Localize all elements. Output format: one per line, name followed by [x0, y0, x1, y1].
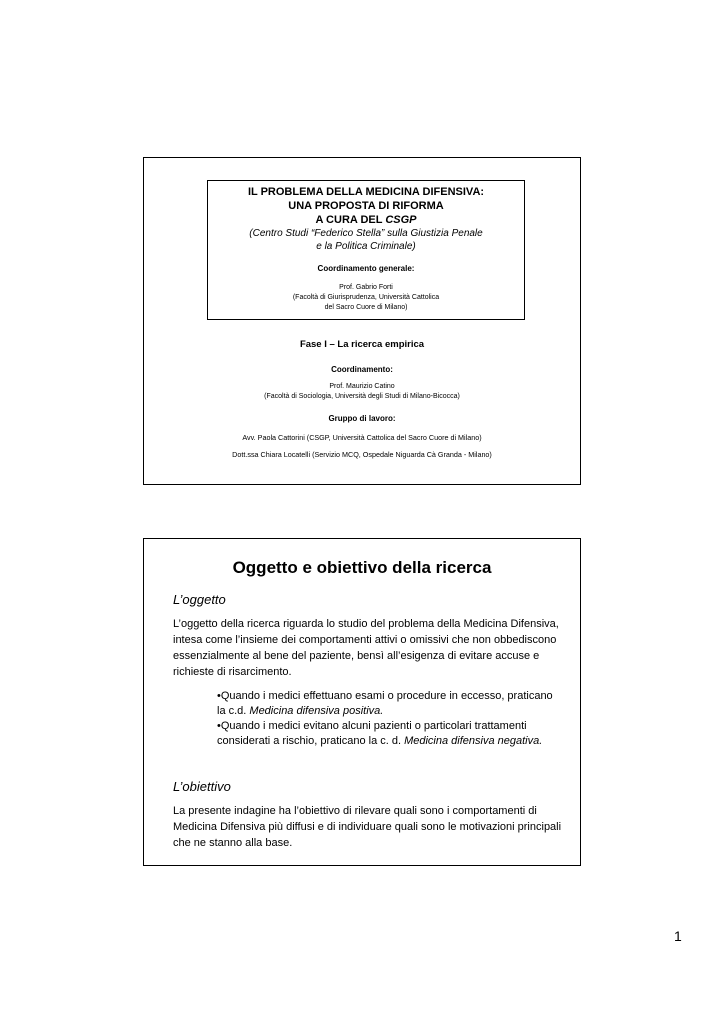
obiettivo-paragraph: La presente indagine ha l’obiettivo di rilevare quali sono i comportamenti di Medicina Difensiva più diffusi e di individuare quali sono le motivazioni principali che ne stanno alla base.	[173, 805, 562, 849]
oggetto-paragraph: L’oggetto della ricerca riguarda lo studio del problema della Medicina Difensiva, intesa come l’insieme dei comportamenti attivi o omissivi che non obbediscono essenzialmente al bene del paziente, bensì all’esigenza di evitare accuse e richieste di risarcimento.	[173, 618, 559, 678]
title-line-2: UNA PROPOSTA DI RIFORMA	[288, 200, 444, 212]
bullet-2-emphasis: Medicina difensiva negativa.	[404, 735, 543, 747]
coordination-label: Coordinamento:	[331, 365, 393, 374]
bullet-1-text: •Quando i medici effettuano esami o procedure in eccesso, praticano la c.d.	[217, 690, 553, 717]
obiettivo-heading: L’obiettivo	[173, 779, 231, 794]
centro-studi-line-1: (Centro Studi “Federico Stella” sulla Giustizia Penale	[249, 228, 483, 239]
working-group-label: Gruppo di lavoro:	[328, 414, 396, 423]
slide-2-title: Oggetto e obiettivo della ricerca	[232, 558, 492, 577]
working-group-member-2: Dott.ssa Chiara Locatelli (Servizio MCQ, Ospedale Niguarda Cà Granda - Milano)	[232, 450, 492, 459]
coordinator-name: Prof. Maurizio Catino	[329, 383, 395, 390]
phase-title: Fase I – La ricerca empirica	[299, 339, 425, 350]
working-group-member-1: Avv. Paola Cattorini (CSGP, Università Cattolica del Sacro Cuore di Milano)	[242, 433, 482, 442]
general-coordinator-affiliation-1: (Facoltà di Giurisprudenza, Università Cattolica	[292, 294, 440, 301]
centro-studi-line-2: e la Politica Criminale)	[316, 241, 416, 252]
bullet-2-text: •Quando i medici evitano alcuni pazienti o particolari trattamenti considerati a rischio, praticano la c. d.	[217, 720, 527, 747]
title-line-3-csgp: CSGP	[385, 214, 417, 226]
page-number: 1	[674, 928, 682, 944]
coordinator-affiliation: (Facoltà di Sociologia, Università degli Studi di Milano-Bicocca)	[264, 393, 460, 400]
bullet-item-positive	[217, 689, 557, 719]
oggetto-heading: L’oggetto	[173, 592, 226, 607]
bullet-list	[217, 689, 557, 749]
general-coordination-label: Coordinamento generale:	[317, 264, 415, 273]
coordinator-block	[144, 382, 580, 402]
slide-1	[143, 157, 581, 485]
slide-2	[143, 538, 581, 866]
general-coordinator-name: Prof. Gabrio Forti	[339, 284, 393, 291]
general-coordinator-affiliation-2: del Sacro Cuore di Milano)	[324, 304, 408, 311]
title-line-1: IL PROBLEMA DELLA MEDICINA DIFENSIVA:	[247, 186, 485, 198]
bullet-1-emphasis: Medicina difensiva positiva.	[249, 705, 384, 717]
bullet-item-negative	[217, 719, 557, 749]
title-box	[207, 180, 525, 320]
title-line-3	[208, 213, 524, 227]
title-line-3-prefix: A CURA DEL	[315, 214, 386, 226]
